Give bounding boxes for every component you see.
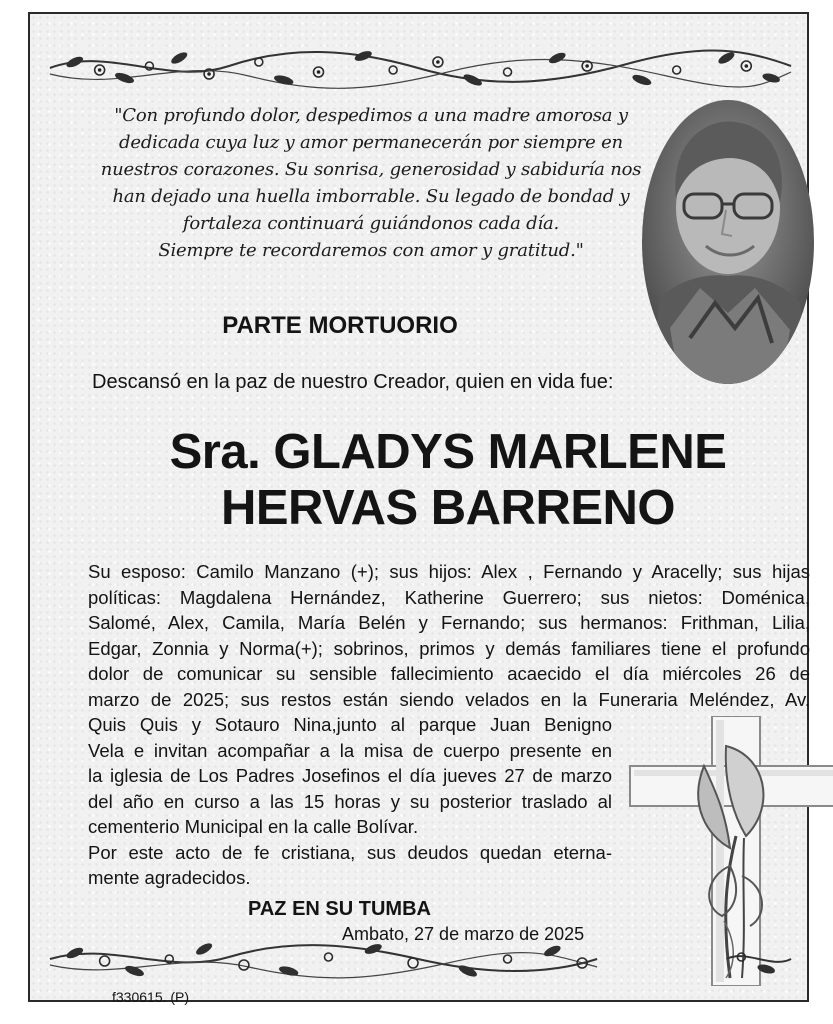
body-line: del año en curso a las 15 horas y su posterior traslado al (88, 790, 612, 812)
body-line: políticas: Magdalena Hernández, Katherine Guerrero; sus nietos: Doménica, (88, 586, 810, 608)
quote-line: nuestros corazones. Su sonrisa, generosidad y sabiduría nos (100, 159, 642, 180)
deceased-portrait-photo (640, 98, 816, 386)
obituary-notice (28, 12, 810, 1005)
quote-line: han dejado una huella imborrable. Su legado de bondad y (112, 186, 630, 207)
body-line: Su esposo: Camilo Manzano (+); sus hijos: Alex , Fernando y Aracelly; sus hijas (88, 561, 810, 582)
body-line: mente agradecidos. (88, 867, 251, 888)
body-line: cementerio Municipal en la calle Bolívar. (88, 816, 419, 837)
notice-heading: PARTE MORTUORIO (222, 312, 458, 339)
quote-line: "Con profundo dolor, despedimos a una madre amorosa y (114, 105, 628, 126)
body-line: Vela e invitan acompañar a la misa de cuerpo presente en (88, 739, 612, 761)
quote-line: dedicada cuya luz y amor permanecerán por siempre en (119, 132, 623, 153)
body-line: la iglesia de Los Padres Josefinos el día jueves 27 de marzo (88, 765, 612, 786)
body-line: Edgar, Zonnia y Norma(+); sobrinos, primos y demás familiares tiene el profundo (88, 637, 810, 659)
quote-line: fortaleza continuará guiándonos cada día. (182, 213, 560, 234)
floral-border-bottom (30, 929, 807, 989)
place-and-date: Ambato, 27 de marzo de 2025 (342, 924, 585, 944)
reference-code: f330615. (P) (112, 989, 190, 1005)
rest-in-peace-line: PAZ EN SU TUMBA (248, 898, 431, 920)
body-line: Por este acto de fe cristiana, sus deudos quedan eterna- (88, 841, 612, 863)
body-line: dolor de comunicar su sensible fallecimiento acaecido el día miércoles 26 de (88, 663, 810, 684)
name-line-2: HERVAS BARRENO (220, 481, 676, 535)
body-line: Quis Quis y Sotauro Nina,junto al parque Juan Benigno (88, 714, 612, 735)
quote-line: Siempre te recordaremos con amor y gratitud." (158, 240, 584, 261)
memorial-quote (88, 102, 654, 264)
deceased-name (88, 424, 808, 536)
intro-line: Descansó en la paz de nuestro Creador, quien en vida fue: (92, 371, 614, 393)
body-line: Salomé, Alex, Camila, María Belén y Fernando; sus hermanos: Frithman, Lilia, (88, 612, 810, 633)
body-line: marzo de 2025; sus restos están siendo velados en la Funeraria Meléndez, Av. (88, 688, 810, 710)
name-line-1: Sra. GLADYS MARLENE (169, 425, 727, 479)
floral-border-top (30, 36, 807, 96)
